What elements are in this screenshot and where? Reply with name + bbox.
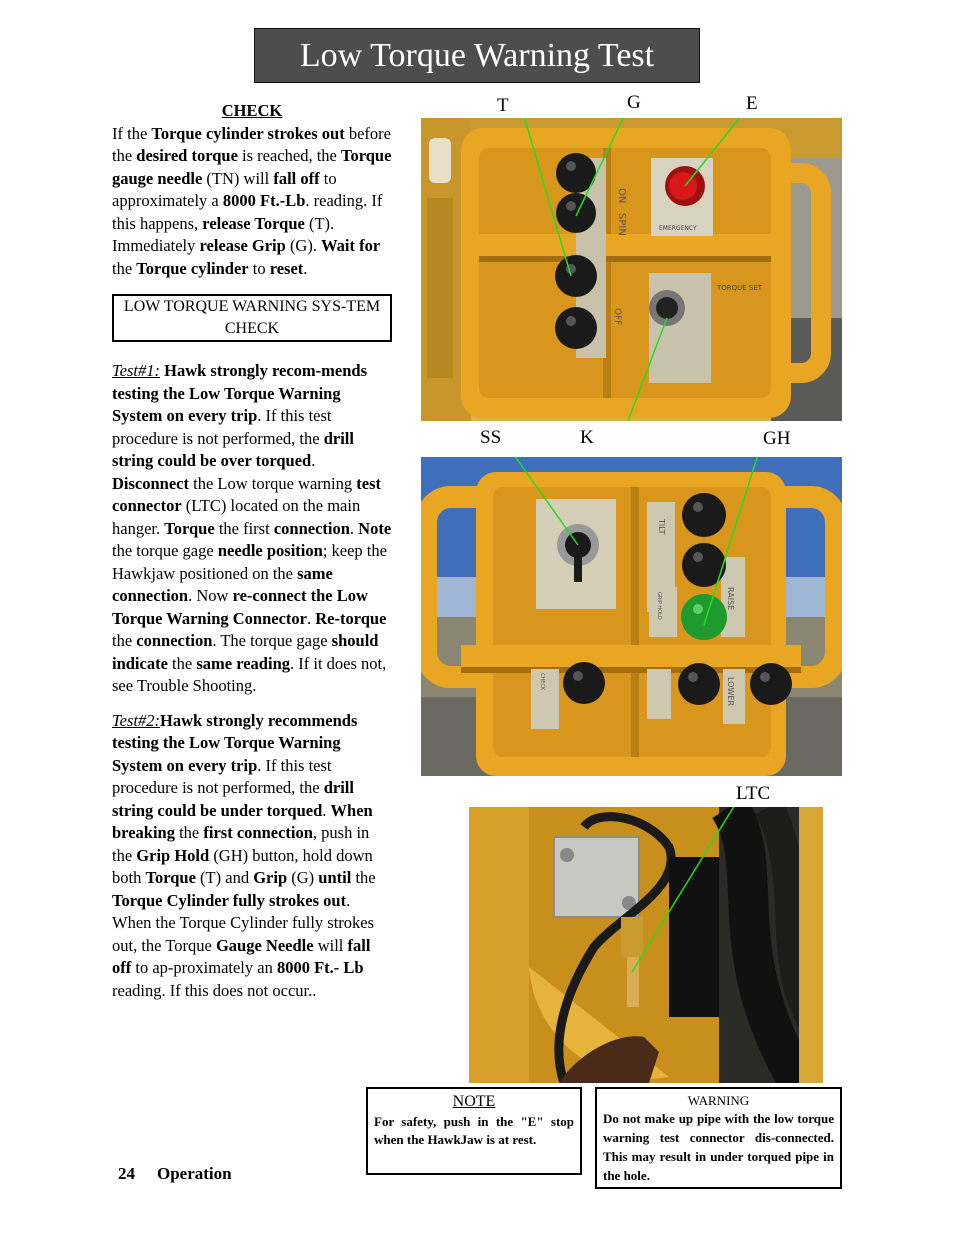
- text-run: reset: [269, 258, 304, 278]
- text-run: drill string could be under torqued: [112, 778, 354, 820]
- text-run: Torque gauge needle: [112, 146, 392, 188]
- test1-body: [112, 361, 391, 695]
- panel-raise-text: RAISE: [726, 587, 735, 611]
- text-run: same connection: [112, 563, 333, 605]
- note-text: For safety, push in the "E" stop when the HawkJaw is at rest.: [374, 1114, 574, 1147]
- page-title-box: [254, 28, 700, 83]
- label-k: K: [580, 427, 594, 448]
- label-ltc: LTC: [736, 783, 771, 804]
- panel-torque-set-text: TORQUE SET: [717, 284, 763, 292]
- text-run: Re-torque: [315, 608, 387, 628]
- text-run: the: [112, 258, 137, 278]
- page-number: 24: [118, 1164, 135, 1183]
- text-run: the: [174, 823, 204, 842]
- text-run: .: [349, 518, 359, 538]
- test1-label: Test#1:: [112, 361, 160, 380]
- ltc-connector-photo: [469, 807, 823, 1083]
- control-panel-1-image: [421, 118, 842, 421]
- note-box: [366, 1087, 582, 1175]
- section-name: Operation: [157, 1164, 232, 1183]
- text-run: Grip: [253, 868, 288, 887]
- text-run: , push in the: [112, 823, 370, 865]
- text-run: Wait for: [321, 236, 381, 255]
- text-run: release Grip: [199, 236, 286, 255]
- text-run: the: [112, 631, 137, 650]
- test1-paragraph: [112, 360, 392, 698]
- text-run: .: [311, 451, 316, 470]
- text-run: drill string could be over torqued: [112, 428, 354, 470]
- check-heading: CHECK: [221, 101, 283, 120]
- panel-grip-hold-text: GRIP HOLD: [656, 592, 662, 620]
- panel-check-text: CHECK: [539, 673, 545, 691]
- test2-paragraph: [112, 710, 392, 1003]
- control-panel-2-image: [421, 457, 842, 776]
- text-run: test connector: [112, 473, 381, 515]
- text-run: Hawk strongly recommends testing the Low Torque Warning System on every trip: [112, 710, 358, 775]
- text-run: the torque gage: [112, 541, 218, 560]
- text-run: desired torque: [136, 146, 238, 165]
- text-run: ; keep the Hawkjaw positioned on the: [112, 541, 387, 583]
- text-run: (TN) will: [202, 168, 274, 188]
- text-run: .: [306, 608, 316, 628]
- text-run: . reading. If this happens,: [112, 191, 383, 233]
- label-gh: GH: [763, 428, 791, 449]
- panel-lower-text: LOWER: [726, 677, 735, 706]
- text-run: 8000 Ft.- Lb: [276, 958, 364, 977]
- text-run: the Low torque warning: [189, 473, 357, 493]
- text-run: (G): [287, 868, 319, 887]
- text-run: first connection: [203, 823, 313, 842]
- text-run: Disconnect: [112, 473, 189, 493]
- text-run: to ap-proximately an: [131, 958, 277, 977]
- text-run: until: [318, 868, 352, 887]
- text-run: . Now: [188, 586, 233, 605]
- text-run: Grip Hold: [136, 845, 210, 865]
- text-run: release Torque: [202, 213, 305, 233]
- text-run: Torque: [164, 518, 215, 538]
- text-run: (LTC) located on the main hanger.: [112, 496, 361, 538]
- text-run: Hawk strongly recom-mends testing the Low Torque Warning System on every trip: [112, 361, 368, 425]
- text-run: before the: [112, 123, 391, 165]
- text-run: . If it does not, see Trouble Shooting.: [112, 653, 387, 695]
- text-run: .: [303, 258, 308, 278]
- warning-heading: WARNING: [687, 1093, 750, 1108]
- text-run: (GH) button, hold down both: [112, 845, 373, 887]
- text-run: (G).: [285, 236, 322, 255]
- text-run: the: [167, 653, 197, 673]
- text-run: If the: [112, 123, 152, 143]
- text-run: Note: [358, 518, 392, 538]
- ltc-connector-image: [469, 807, 823, 1083]
- text-run: Torque cylinder: [136, 258, 249, 278]
- control-panel-photo-1: [421, 118, 842, 421]
- control-panel-photo-2: [421, 457, 842, 776]
- text-run: will: [313, 935, 348, 955]
- panel-on-text: ON: [616, 188, 627, 204]
- test2-label: Test#2:: [112, 710, 160, 730]
- system-check-box: LOW TORQUE WARNING SYS-TEM CHECK: [112, 294, 392, 342]
- text-run: reading. If this does not occur..: [112, 980, 317, 1000]
- panel-emergency-text: EMERGENCY: [659, 225, 697, 232]
- text-run: (T). Immediately: [112, 213, 335, 255]
- text-run: needle position: [217, 541, 323, 560]
- text-run: . If this test procedure is not performed, the: [112, 406, 332, 448]
- label-t: T: [497, 95, 509, 116]
- text-run: fall off: [273, 168, 320, 188]
- text-run: re-connect the Low Torque Warning Connector: [112, 586, 368, 628]
- text-run: same reading: [196, 653, 290, 673]
- text-run: Torque: [145, 868, 196, 887]
- panel-tilt-text: TILT: [657, 519, 666, 535]
- page-footer: [118, 1164, 232, 1184]
- text-run: the first: [214, 518, 274, 538]
- text-run: . The torque gage: [212, 631, 332, 650]
- text-run: Gauge Needle: [215, 935, 314, 955]
- text-run: Torque cylinder strokes out: [151, 123, 345, 143]
- text-run: Torque Cylinder fully strokes out: [112, 890, 347, 910]
- text-run: is reached, the: [237, 146, 341, 165]
- check-paragraph: [112, 123, 392, 281]
- text-run: . If this test procedure is not performed, the: [112, 755, 332, 797]
- warning-box: [595, 1087, 842, 1189]
- text-run: (T) and: [195, 868, 254, 887]
- label-e: E: [746, 93, 758, 114]
- text-run: should indicate: [112, 631, 379, 673]
- text-run: the: [351, 868, 376, 887]
- label-ss: SS: [480, 427, 502, 448]
- left-text-column: [112, 100, 392, 1002]
- note-heading: NOTE: [452, 1093, 496, 1110]
- panel-off-text: OFF: [612, 308, 622, 326]
- warning-text: Do not make up pipe with the low torque warning test connector dis-connected. This may result in under torqued pipe in the hole.: [603, 1111, 834, 1183]
- text-run: to approximately a: [112, 168, 337, 210]
- text-run: to: [248, 258, 270, 278]
- page-title: Low Torque Warning Test: [299, 36, 655, 74]
- text-run: 8000 Ft.-Lb: [222, 191, 306, 210]
- text-run: .: [322, 800, 331, 820]
- text-run: connection: [273, 518, 350, 538]
- text-run: When breaking: [112, 800, 373, 842]
- text-run: connection: [136, 631, 213, 650]
- test2-body: [112, 711, 376, 1000]
- text-run: . When the Torque Cylinder fully strokes out, the Torque: [112, 890, 375, 955]
- text-run: fall off: [112, 935, 371, 977]
- label-g: G: [627, 92, 641, 113]
- panel-spin-text: SPIN: [616, 213, 627, 236]
